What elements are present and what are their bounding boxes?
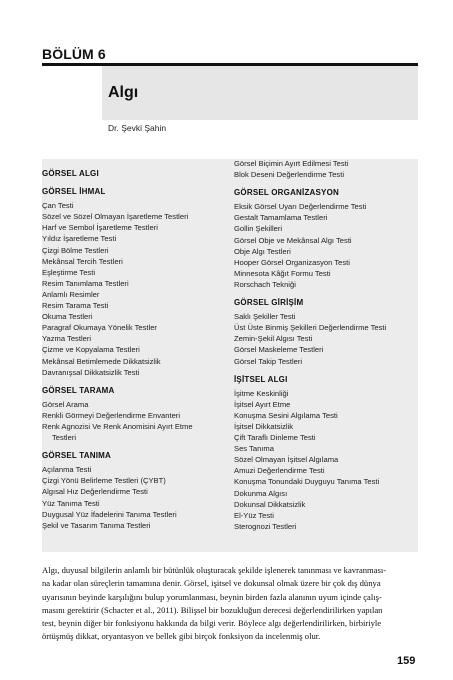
list-item: Resim Tanımlama Testleri [42, 278, 129, 288]
list-item: Resim Tarama Testi [42, 301, 109, 311]
list-item: Gollin Şekilleri [234, 224, 283, 234]
right-column [234, 158, 418, 532]
author: Dr. Şevki Şahin [108, 123, 167, 133]
list-item: Çizgi Bölme Testleri [42, 245, 109, 255]
list-item: Konuşma Tonundaki Duyguyu Tanıma Testi [234, 477, 380, 487]
body-line: Algı, duyusal bilgilerin anlamlı bir bütünlük oluşturacak şekilde işlenerek tanınması ve kavranması- [42, 565, 387, 575]
list-item: Okuma Testleri [42, 312, 93, 322]
section-heading: GÖRSEL İHMAL [42, 187, 106, 197]
list-item: Hooper Görsel Organizasyon Testi [234, 257, 350, 267]
section-heading: GÖRSEL TARAMA [42, 385, 115, 395]
topics-box [42, 159, 418, 552]
list-item: Görsel Maskeleme Testleri [234, 345, 324, 355]
list-item: Blok Deseni Değerlendirme Testi [234, 170, 345, 180]
list-item: Renk Agnozisi Ve Renk Anomisini Ayırt Etme [42, 421, 193, 431]
list-item: Anlamlı Resimler [42, 289, 100, 299]
chapter-label: BÖLÜM 6 [42, 46, 106, 62]
body-line: test, beynin diğer bir fonksiyonu hakkında da bilgi verir. Böylece algı değerlendirilirken, birbiriyle [42, 618, 382, 629]
title-box [102, 66, 418, 120]
list-item: Paragraf Okumaya Yönelik Testler [42, 323, 157, 333]
list-item: Ses Tanıma [234, 444, 274, 454]
list-item: Çift Taraflı Dinleme Testi [234, 433, 316, 443]
list-item: Algısal Hız Değerlendirme Testi [42, 487, 148, 497]
list-item: Yıldız İşaretleme Testi [42, 234, 117, 244]
body-line: masını gerektirir (Schacter et al., 2011). Bilişsel bir bozukluğun derecesi değerlendirilirken yapılan [42, 604, 383, 615]
section-heading: GÖRSEL ALGI [42, 169, 99, 178]
list-item: Yüz Tanıma Testi [42, 498, 100, 508]
list-item: Davranışsal Dikkatsizlik Testi [42, 367, 140, 377]
page-number: 159 [397, 655, 416, 667]
list-item: Görsel Biçimin Ayırt Edilmesi Testi [234, 159, 349, 168]
list-item: Çizgi Yönü Belirleme Testleri (ÇYBT) [42, 476, 166, 486]
list-item: İşitsel Ayırt Etme [234, 399, 291, 409]
chapter-title: Algı [108, 84, 139, 101]
list-item: Mekânsal Betimlemede Dikkatsizlik [42, 356, 161, 366]
body-paragraph [42, 564, 420, 644]
section-heading: GÖRSEL ORGANİZASYON [234, 188, 339, 198]
list-item: Dokunsal Dikkatsizlik [234, 499, 306, 509]
list-item: Açılanma Testi [42, 465, 92, 475]
list-item: Görsel Arama [42, 399, 89, 409]
list-item: Harf ve Sembol İşaretleme Testleri [42, 223, 158, 233]
list-item: Konuşma Sesini Algılama Testi [234, 410, 338, 420]
list-item: Mekânsal Tercih Testleri [42, 256, 123, 266]
list-item: Amuzi Değerlendirme Testi [234, 466, 325, 476]
list-item: Çan Testi [42, 201, 74, 211]
list-item: İşitme Keskinliği [234, 388, 289, 398]
list-item: Görsel Obje ve Mekânsal Algı Testi [234, 235, 352, 245]
body-line: na kadar olan süreçlerin tamamına denir. Görsel, işitsel ve dokunsal olmak üzere bir çok dış dünya [42, 578, 381, 589]
list-item: Üst Üste Binmiş Şekilleri Değerlendirme Testi [234, 323, 387, 333]
list-item: Yazma Testleri [42, 334, 92, 344]
section-heading: İŞİTSEL ALGI [234, 374, 288, 384]
list-item: Şekil ve Tasarım Tanıma Testleri [42, 520, 151, 530]
section-heading: GÖRSEL TANIMA [42, 451, 111, 461]
list-item: Rorschach Tekniği [234, 279, 296, 289]
list-item: Obje Algı Testleri [234, 246, 291, 256]
list-item: Dokunma Algısı [234, 488, 288, 498]
list-item: İşitsel Dikkatsizlik [234, 421, 294, 431]
list-item: Çizme ve Kopyalama Testleri [42, 345, 140, 355]
list-item: Zemin-Şekil Algısı Testi [234, 334, 313, 344]
list-item: Eksik Görsel Uyarı Değerlendirme Testi [234, 202, 367, 212]
list-item: Görsel Takip Testleri [234, 356, 303, 366]
list-item: Testleri [52, 433, 77, 443]
list-item: El-Yüz Testi [234, 510, 274, 520]
list-item: Gestalt Tamamlama Testleri [234, 213, 328, 223]
list-item: Eşleştirme Testi [42, 267, 96, 277]
list-item: Sözel ve Sözel Olmayan İşaretleme Testleri [42, 212, 189, 222]
list-item: Duygusal Yüz İfadelerini Tanıma Testleri [42, 509, 177, 519]
list-item: Saklı Şekiller Testi [234, 312, 296, 322]
list-item: Minnesota Kâğıt Formu Testi [234, 268, 331, 278]
body-line: uyarısının beyinde karşılığını bulup yorumlanması, beynin birden fazla alanının uyum içinde çalış- [42, 591, 382, 602]
section-heading: GÖRSEL GİRİŞİM [234, 298, 304, 308]
list-item: Sözel Olmayan İşitsel Algılama [234, 455, 339, 465]
list-item: Renkli Görmeyi Değerlendirme Envanteri [42, 410, 181, 420]
list-item: Sterognozi Testleri [234, 521, 297, 531]
left-column [42, 168, 222, 531]
body-line: örtüşmüş dikkat, oryantasyon ve bellek gibi birçok fonksiyon da incelenmiş olur. [42, 631, 321, 642]
